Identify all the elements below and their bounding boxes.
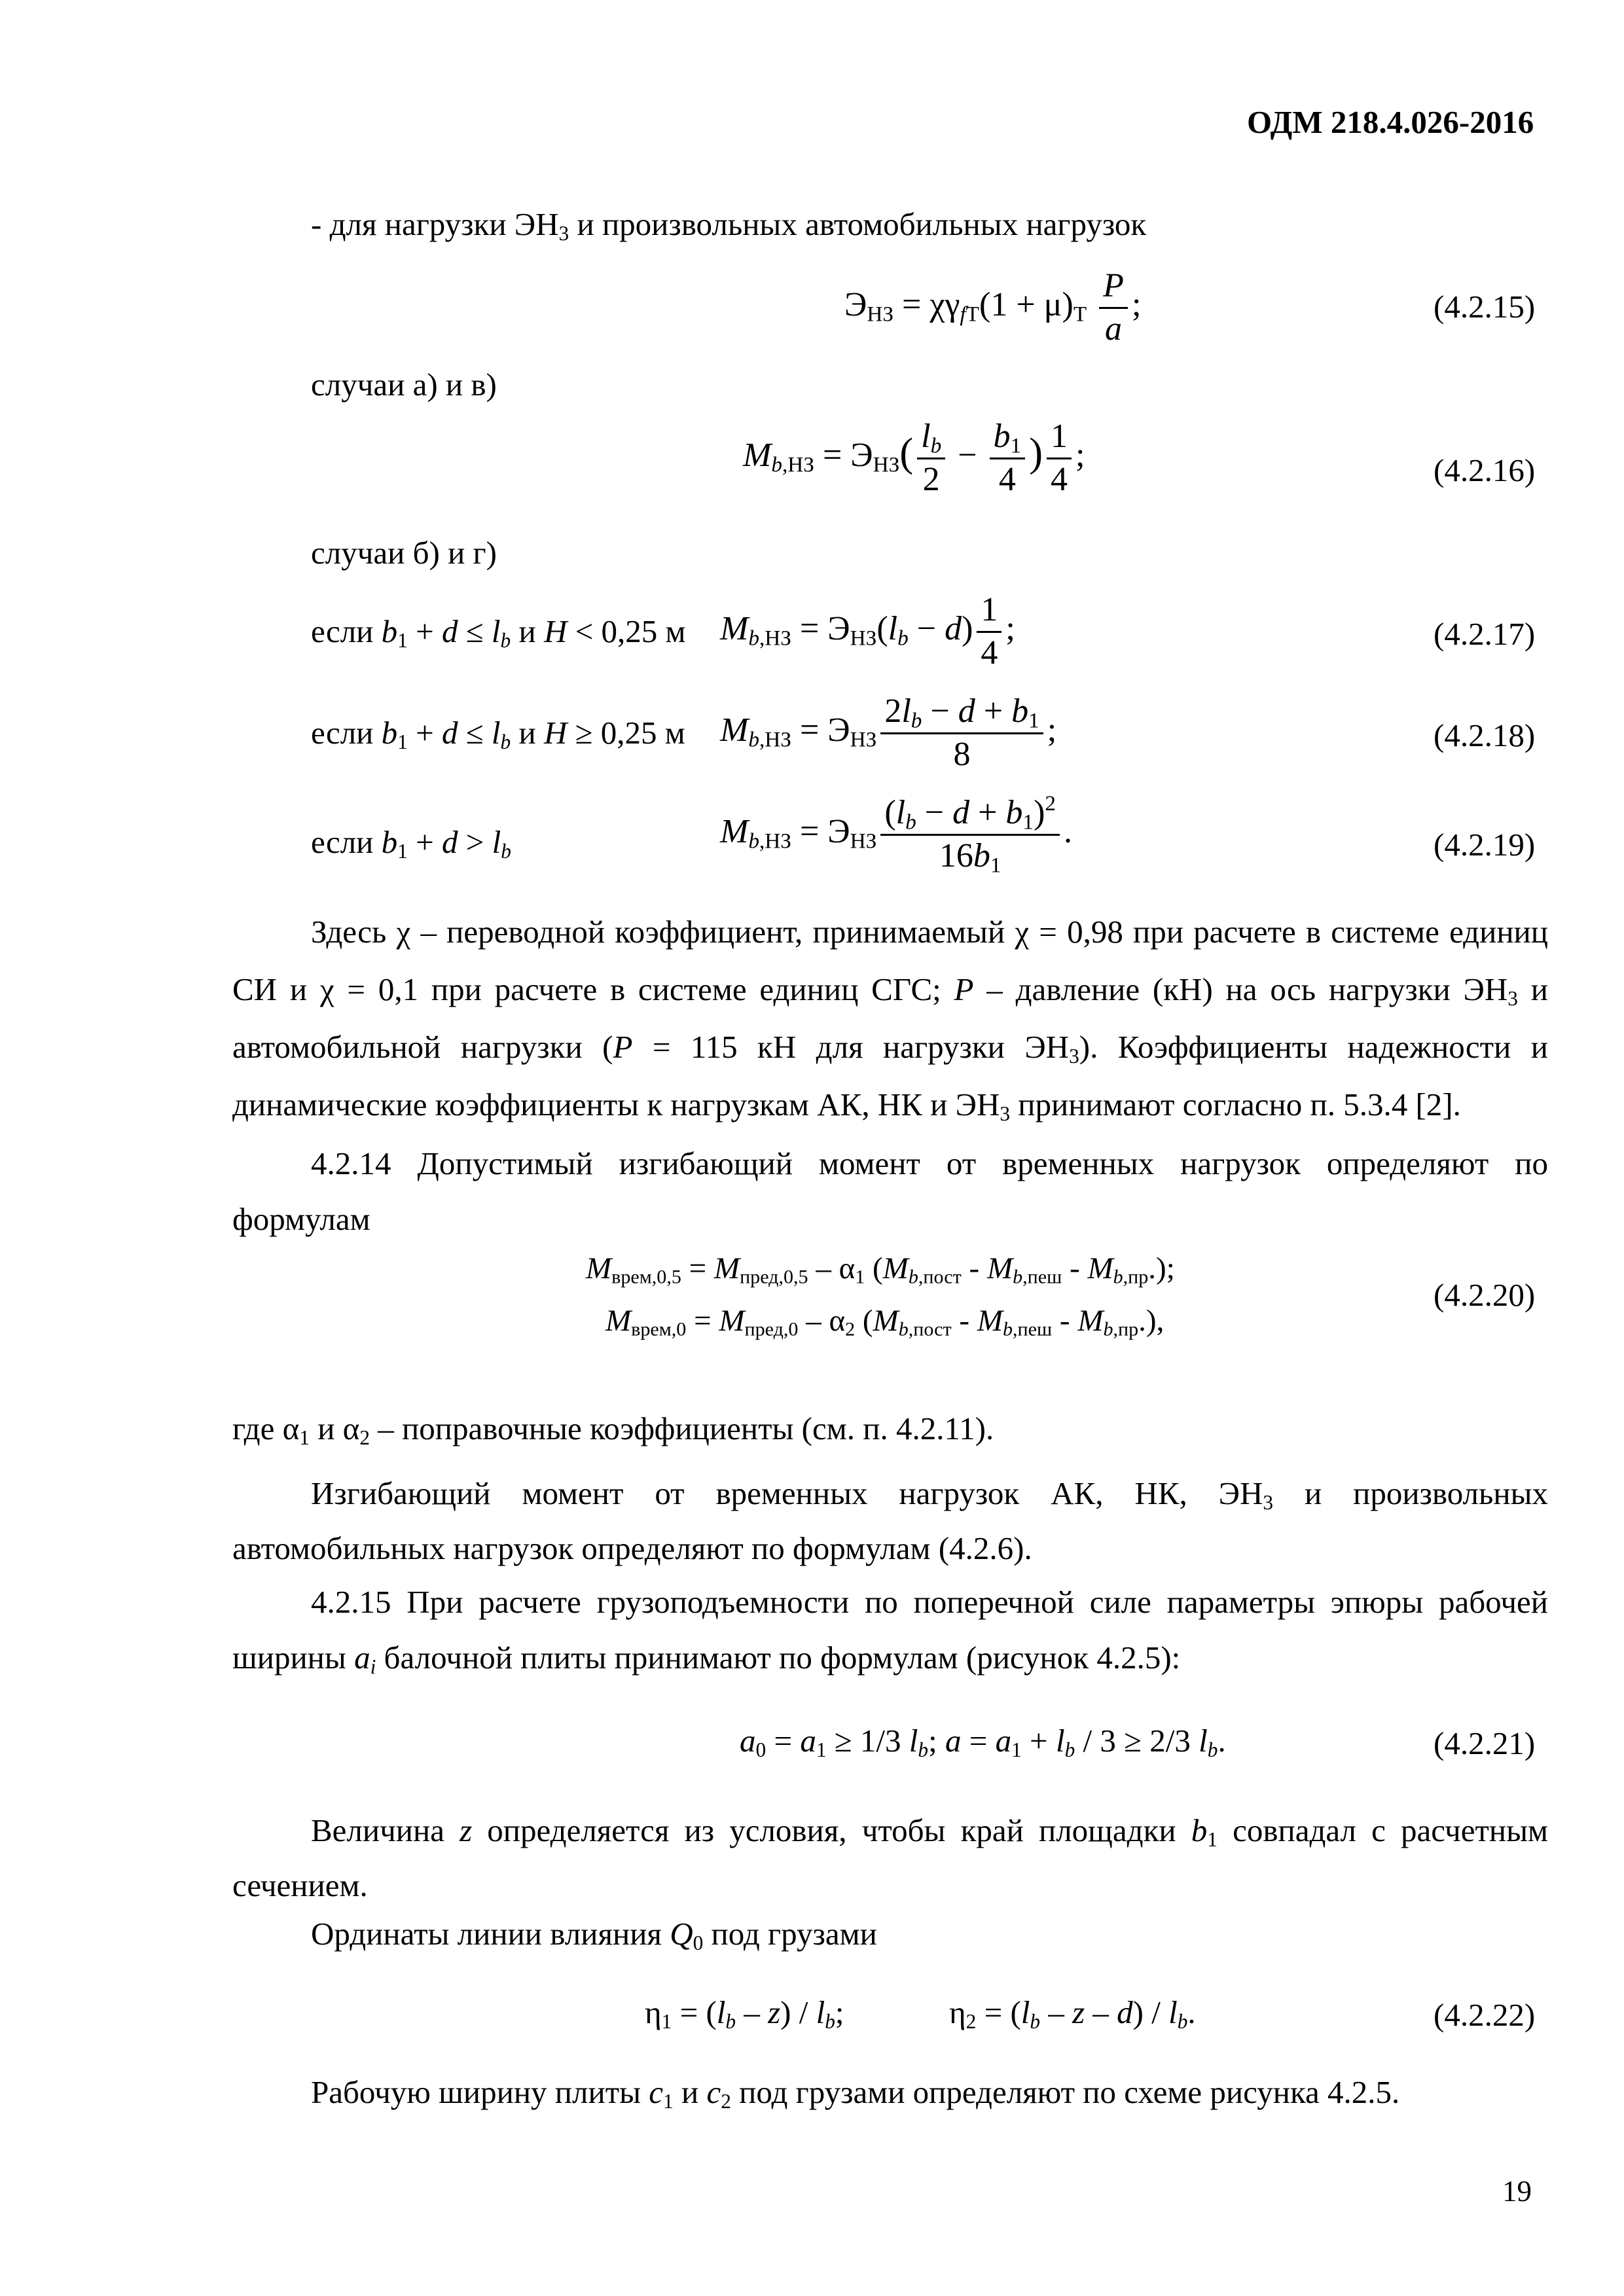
document-code-header: ОДМ 218.4.026-2016 xyxy=(1247,104,1534,140)
equation-number: (4.2.18) xyxy=(1434,717,1536,753)
formula-4-2-20-b: $M_{врем,0} = M_{пред,0} - \alpha_2$ $(M_{b,пост} - M_{b,пеш} - M_{b,пр}.)$, xyxy=(605,1304,1164,1340)
equation-number: (4.2.22) xyxy=(1434,1997,1536,2033)
cases-b-g-label: случаи б) и г) xyxy=(311,535,497,571)
condition-4-2-17: если $b_1 + d \le l_b$ и H < 0,25 м xyxy=(311,613,686,652)
paragraph-4-2-14: 4.2.14 Допустимый изгибающий момент от временных нагрузок определяют по формулам xyxy=(232,1145,1548,1237)
equation-number: (4.2.15) xyxy=(1434,289,1536,325)
formula-4-2-15: $Э_{НЗ} = \chi\gamma_{fТ}(1 + \mu)_Т$ $\frac{P}{a}$ ; xyxy=(844,267,1142,348)
paragraph-4-2-15: 4.2.15 При расчете грузоподъемности по поперечной силе параметры эпюры рабочей ширины $a_i$ балочной плиты принимают по формулам (рисунок 4.2.5): xyxy=(232,1584,1548,1678)
paragraph-coefficients: Здесь χ – переводной коэффициент, принимаемый χ = 0,98 при расчете в системе единиц СИ и χ = 0,1 при расчете в системе единиц СГС; P – давление (кН) на ось нагрузки $ЭН_3$ и автомобильной нагрузки (P = 115 кН для нагрузки $ЭН_3$). Коэффициенты надежности и динамические коэффициенты к нагрузкам АК, НК и $ЭН_3$ принимают согласно п. 5.3.4 [2]. xyxy=(232,914,1548,1125)
page-number: 19 xyxy=(1502,2175,1532,2208)
equation-number: (4.2.19) xyxy=(1434,827,1536,863)
paragraph-influence-line: Ординаты линии влияния $Q_0$ под грузами xyxy=(311,1916,877,1954)
formula-4-2-18: $M_{b,НЗ} = Э_{НЗ}$ $\frac{2l_b - d + b_1}{8}$ ; xyxy=(720,692,1057,773)
paragraph-where-alpha: где $\alpha_1$ и $\alpha_2$ – поправочные коэффициенты (см. п. 4.2.11). xyxy=(232,1410,994,1449)
paragraph-value-z: Величина z определяется из условия, чтобы край площадки $b_1$ совпадал с расчетным сечением. xyxy=(232,1812,1549,1903)
formula-4-2-17: $M_{b,НЗ} = Э_{НЗ}(l_b - d)$ $\frac{1}{4}$ ; xyxy=(720,591,1015,672)
equation-number: (4.2.16) xyxy=(1434,452,1536,488)
formula-4-2-20-a: $M_{врем,0,5} = M_{пред,0,5} - \alpha_1$ $(M_{b,пост} - M_{b,пеш} - M_{b,пр}.)$; xyxy=(586,1251,1175,1288)
formula-4-2-22-b: $\eta_2 = (l_b - z - d) / l_b$. xyxy=(949,1994,1196,2033)
condition-4-2-19: если $b_1 + d > l_b$ xyxy=(311,824,511,863)
cases-a-v-label: случаи а) и в) xyxy=(311,367,497,403)
formula-4-2-19: $M_{b,НЗ} = Э_{НЗ}$ $\frac{(l_b - d + b_1)^2}{16b_1}$ . xyxy=(720,791,1073,877)
paragraph-bending-moment: Изгибающий момент от временных нагрузок АК, НК, $ЭН_3$ и произвольных автомобильных нагрузок определяют по формулам (4.2.6). xyxy=(232,1475,1549,1566)
equation-number: (4.2.21) xyxy=(1434,1725,1536,1761)
formula-4-2-22-a: $\eta_1 = (l_b - z) / l_b$; xyxy=(645,1994,844,2033)
en3-load-intro: - для нагрузки $ЭН_3$ и произвольных автомобильных нагрузок xyxy=(311,206,1147,245)
formula-4-2-21: $a_0 = a_1 \ge 1/3$ $l_b$; $a = a_1 + l_b / 3 \ge 2/3$ $l_b$. xyxy=(740,1723,1226,1761)
condition-4-2-18: если $b_1 + d \le l_b$ и H ≥ 0,25 м xyxy=(311,715,685,753)
formula-4-2-16: $M_{b,НЗ} = Э_{НЗ}$( $\frac{l_b}{2}$ − $\frac{b_1}{4}$ ) $\frac{1}{4}$ ; xyxy=(743,418,1085,498)
equation-number: (4.2.20) xyxy=(1434,1277,1536,1313)
paragraph-working-width: Рабочую ширину плиты $c_1$ и $c_2$ под грузами определяют по схеме рисунка 4.2.5. xyxy=(311,2074,1400,2113)
equation-number: (4.2.17) xyxy=(1434,616,1536,652)
